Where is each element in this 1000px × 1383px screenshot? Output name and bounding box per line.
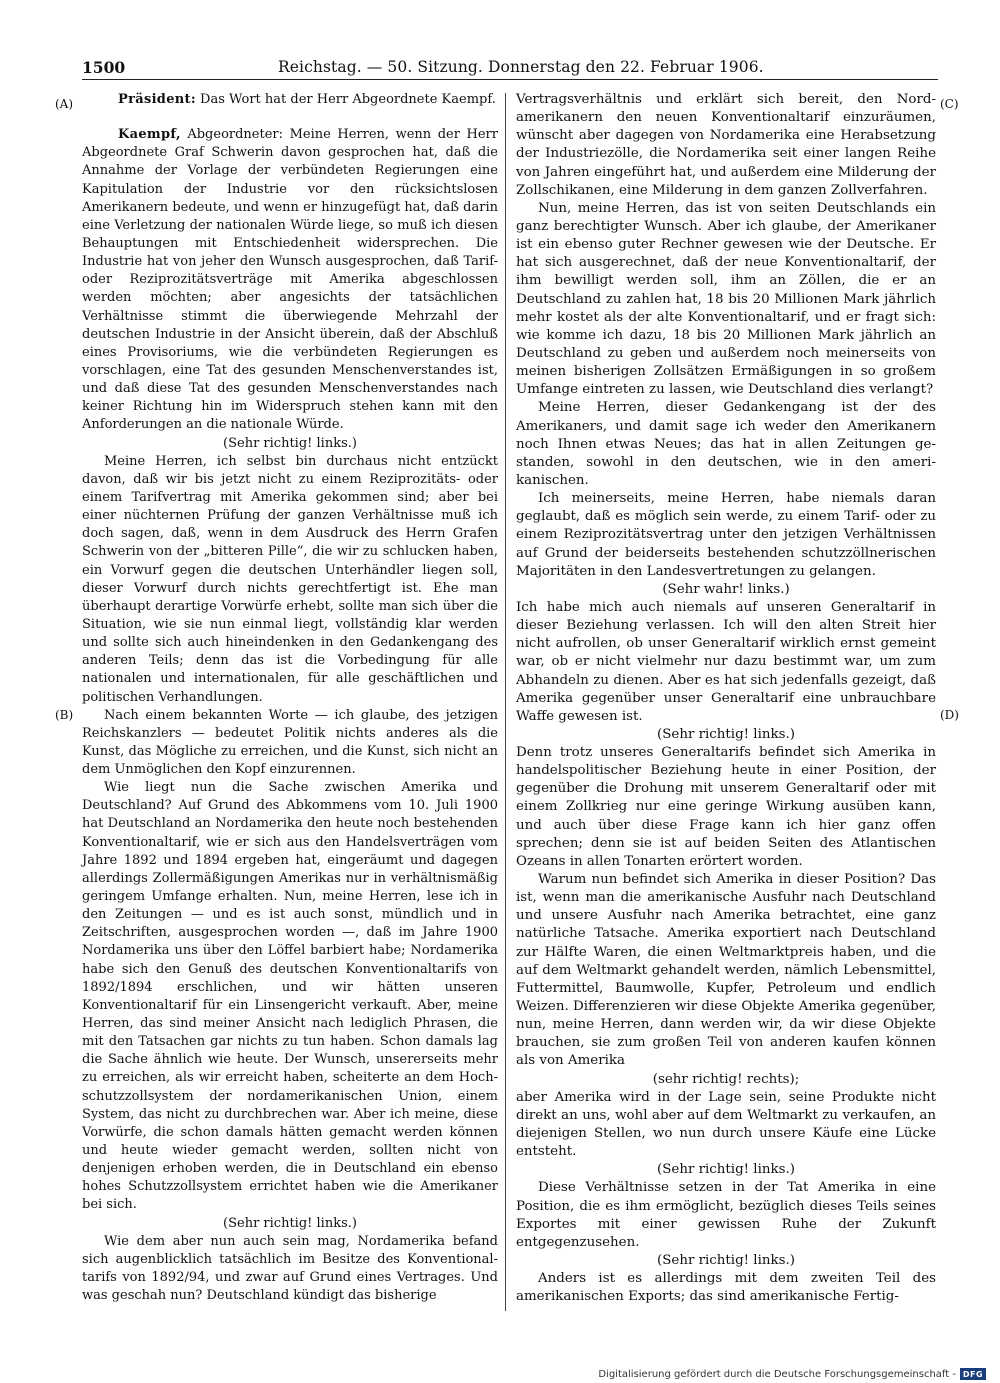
interjection: (Sehr richtig! links.) <box>657 726 795 742</box>
paragraph: Ich habe mich auch niemals auf unseren Generaltarif in dieser Beziehung verlassen. Ich will den alten Streit hier nicht aufrollen, ob unser Generaltarif wirklich ernst gemeint war, ob er nicht vielmehr nur dazu bestimmt war, um zum Abhandeln zu dienen. Aber es hat sich jedenfalls gezeigt, daß Amerika gegenüber unser Generaltarif eine unbrauchbare Waffe gewesen ist. <box>516 599 936 724</box>
interjection: (Sehr richtig! links.) <box>657 1253 795 1268</box>
margin-mark-d: (D) <box>940 708 959 722</box>
paragraph: Ich meinerseits, meine Herren, habe niemals daran geglaubt, daß es möglich sein werde, zu einem Tarif- oder zu einem Reziprozitätsvertrag unter den jetzigen Verhältnissen auf Grund der beiderseits bestehenden schutzzöllnerischen Majoritäten in den Landesvertretungen zu gelangen. <box>516 491 936 579</box>
left-column <box>82 91 498 1305</box>
margin-mark-a: (A) <box>55 97 74 111</box>
interjection: (Sehr wahr! links.) <box>662 581 790 597</box>
header-rule <box>82 79 938 80</box>
interjection: (Sehr richtig! links.) <box>223 1215 357 1231</box>
page-header <box>82 56 938 80</box>
paragraph-kaempf <box>82 126 498 434</box>
paragraph: Anders ist es allerdings mit dem zweiten Teil des amerikanischen Exports; das sind amerikanische Fertig- <box>516 1271 936 1305</box>
margin-mark-c: (C) <box>940 97 959 111</box>
paragraph: Nach einem bekannten Worte — ich glaube, des jetzigen Reichskanzlers — bedeutet Politik nichts anderes als die Kunst, das Mögliche zu erreichen, und die Kunst, sich nicht an dem Unmöglichen den Kopf einzurennen. <box>82 707 498 778</box>
paragraph-text: Abgeordneter: Meine Herren, wenn der Herr Abgeordnete Graf Schwerin davon gesprochen hat, daß die Annahme der Vorlage der verbündeten Regierungen eine Kapitulation der Industrie vor den rücksichtslosen Amerikanern bedeute, und wenn er hinzugefügt hat, daß darin eine Verletzung der nationalen Würde liege, so muß ich diesen Behauptungen mit Entschiedenheit widersprechen. Die Industrie hat von jeher den Wunsch ausgesprochen, daß Tarif- oder Reziprozitätsverträge mit Amerika abgeschlossen werden möchten; aber angesichts der tatsächlichen Verhältnisse stimmt die überwiegende Mehrzahl der deutschen Industrie in der Ansicht überein, daß der Abschluß eines Provisoriums, wie die verbündeten Regierungen es vorschlagen, eine Tat des gesunden Menschenverstandes ist, und daß diese Tat des gesunden Menschenverstandes nach keiner Richtung hin im Widerspruch stehen kann mit den Anforderungen an die nationale Würde. <box>82 127 498 433</box>
paragraph: Meine Herren, ich selbst bin durchaus nicht entzückt davon, daß wir bis jetzt nicht zu einem Reziprozitäts- oder einem Tarifvertrag mit Amerika gekommen sind; aber bei einer nüchternen Prüfung der ganzen Verhältnisse muß ich doch sagen, daß, wenn in dem Ausdruck des Herrn Grafen Schwerin von der „bitteren Pille“, die wir zu schlucken haben, ein Vorwurf gegen die deutschen Unterhändler liegen soll, dieser Vorwurf durch nichts gerechtfertigt ist. Ehe man überhaupt derartige Vorwürfe erhebt, sollte man sich über die Situation, wie sie nun einmal liegt, vollständig klar werden und sollte sich auch hineindenken in den Gedankengang des anderen Teils; denn das ist die Vorbedingung für alle nationalen und internationalen, für alle geschäftlichen und politischen Verhandlungen. <box>82 453 498 705</box>
paragraph: aber Amerika wird in der Lage sein, seine Produkte nicht direkt an uns, wohl aber auf dem Weltmarkt zu verkaufen, an diejenigen Stellen, wo nun durch unsere Käufe eine Lücke entsteht. <box>516 1089 936 1160</box>
right-column <box>516 91 936 1306</box>
interjection: (Sehr richtig! links.) <box>657 1162 795 1178</box>
speaker-name: Präsident: <box>118 92 196 107</box>
speaker-name: Kaempf, <box>118 127 181 143</box>
paragraph-text: Das Wort hat der Herr Abgeordnete Kaempf. <box>195 92 496 107</box>
column-divider <box>505 93 506 1311</box>
paragraph-president <box>82 91 498 109</box>
dfg-logo-icon: DFG <box>960 1368 986 1380</box>
page-number: 1500 <box>82 58 126 77</box>
paragraph: Wie liegt nun die Sache zwischen Amerika und Deutschland? Auf Grund des Abkommens vom 10. Juli 1900 hat Deutschland an Nordamerika den heute noch bestehenden Konventionaltarif, wie er sich aus den Handelsverträgen vom Jahre 1892 und 1894 ergeben hat, eingeräumt und dagegen allerdings Zollermäßigungen Amerikas nur in verhältnismäßig geringem Umfange erhalten. Nun, meine Herren, lese ich in den Zeitungen — und es ist auch sonst, mündlich und in Zeitschriften, ausgesprochen worden —, daß im Jahre 1900 Nordamerika uns über den Löffel barbiert habe; Nordamerika habe sich den Genuß des deutschen Konventionaltarifs von 1892/1894 erschlichen, und wir hätten unseren Konventionaltarif für ein Linsengericht verkauft. Aber, meine Herren, das sind meiner Ansicht nach lediglich Phrasen, die mit den Tatsachen gar nichts zu tun haben. Schon damals lag die Sache ähnlich wie heute. Der Wunsch, unsererseits mehr zu erreichen, als wir erreicht haben, scheiterte an dem Hochschutzzollsystem der nordamerikanischen Union, einem System, das nicht zu durchbrechen war. Aber ich meine, diese Vorwürfe, die schon damals hätten gemacht werden können und heute wieder gemacht werden, sollten nicht von denjenigen erhoben werden, die in Deutschland ein ebenso hohes Schutzzollsystem errichtet haben wie die Amerikaner bei sich. <box>82 780 498 1213</box>
running-title: Reichstag. — 50. Sitzung. Donnerstag den 22. Februar 1906. <box>278 58 764 76</box>
paragraph: Diese Verhältnisse setzen in der Tat Amerika in eine Position, die es ihm ermöglicht, bezüglich dieses Teils seines Exportes mit einer gewissen Ruhe der Zukunft entgegenzusehen. <box>516 1180 936 1250</box>
digitization-footer <box>598 1367 986 1381</box>
margin-mark-b: (B) <box>55 708 74 722</box>
paragraph: Meine Herren, dieser Gedankengang ist der des Amerikaners, und damit sage ich weder den Amerikanern noch Ihnen etwas Neues; das hat in allen Zeitungen gestanden, sowohl in den deutschen, wie in den amerikanischen. <box>516 400 936 488</box>
paragraph: Warum nun befindet sich Amerika in dieser Position? Das ist, wenn man die amerikanische Ausfuhr nach Deutschland und unsere Ausfuhr nach Amerika betrachtet, eine ganz natürliche Tatsache. Amerika exportiert nach Deutschland zur Hälfte Waren, die einen Weltmarktpreis haben, und die auf dem Weltmarkt gehandelt werden, nämlich Lebensmittel, Futtermittel, Baumwolle, Kupfer, Petroleum und endlich Weizen. Differenzieren wir diese Objekte Amerika gegenüber, nun, meine Herren, dann werden wir, da wir diese Objekte brauchen, sie zum großen Teil von anderen kaufen können als von Amerika <box>516 872 936 1069</box>
interjection: (Sehr richtig! links.) <box>223 435 357 451</box>
paragraph: Vertragsverhältnis und erklärt sich bereit, den Nordamerikanern den neuen Konventionaltarif einzuräumen, wünscht aber dagegen von Nordamerika eine Herabsetzung der Industriezölle, die Nordamerika seit einer langen Reihe von Jahren eingeführt hat, und außerdem eine Milderung der Zollschikanen, eine Milderung in dem ganzen Zollverfahren. <box>516 92 936 198</box>
interjection: (sehr richtig! rechts); <box>652 1071 800 1087</box>
footer-credit: Digitalisierung gefördert durch die Deutsche Forschungsgemeinschaft - <box>598 1368 956 1380</box>
paragraph: Denn trotz unseres Generaltarifs befindet sich Amerika in handelspolitischer Beziehung heute in einer Position, der gegenüber die Drohung mit unserem Generaltarif oder mit einem Zollkrieg nur eine geringe Wirkung ausüben kann, und auch über diese Frage kann ich hier ganz offen sprechen; denn sie ist auf beiden Seiten des Atlantischen Ozeans in allen Tonarten erörtert worden. <box>516 745 936 869</box>
paragraph: Wie dem aber nun auch sein mag, Nordamerika befand sich augenblicklich tatsächlich im Besitze des Konventionaltarifs von 1892/94, und zwar auf Grund eines Vertrages. Und was geschah nun? Deutschland kündigt das bisherige <box>82 1233 498 1304</box>
paragraph: Nun, meine Herren, das ist von seiten Deutschlands ein ganz berechtigter Wunsch. Aber ich glaube, der Amerikaner ist ein ebenso guter Rechner gewesen wie der Deutsche. Er hat sich ausgerechnet, daß der neue Konventionaltarif, der ihm bewilligt werden soll, ihm an Zöllen, die er an Deutschland zu zahlen hat, 18 bis 20 Millionen Mark jährlich mehr kostet als der alte Konventionaltarif, und er fragt sich: wie komme ich dazu, 18 bis 20 Millionen Mark jährlich an Deutschland zu geben und außerdem noch meinerseits von meinen bisherigen Zollsätzen Ermäßigungen in so großem Umfange eintreten zu lassen, wie Deutschland dies verlangt? <box>516 200 936 398</box>
